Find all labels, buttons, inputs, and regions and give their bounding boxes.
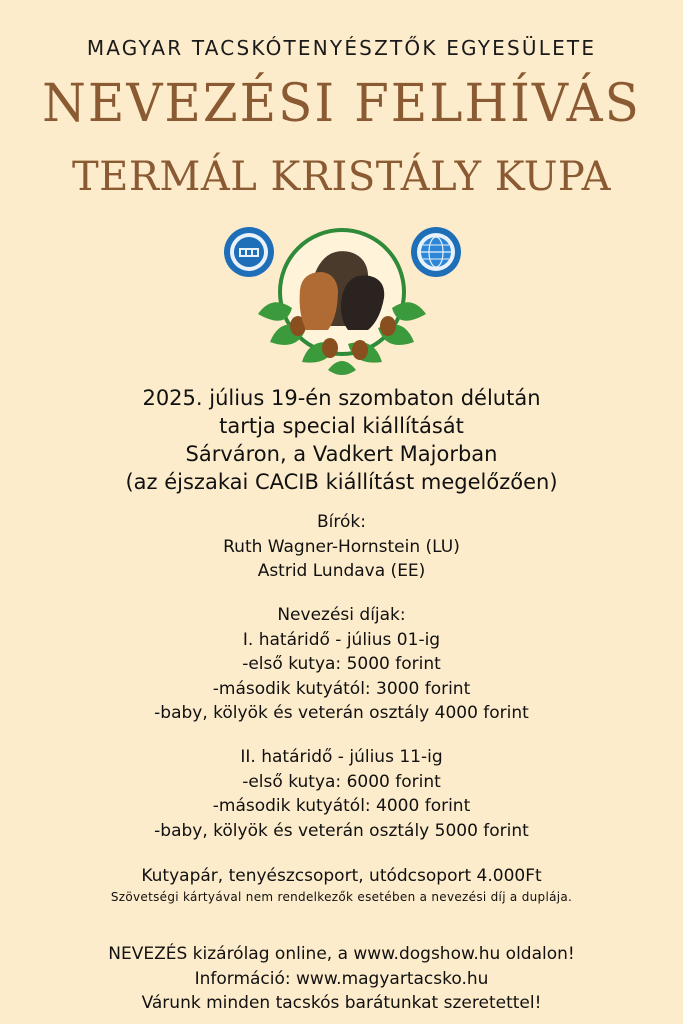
- deadline-title: I. határidő - július 01-ig: [242, 629, 441, 650]
- registration-line: NEVEZÉS kizárólag online, a www.dogshow.hu oldalon!: [108, 944, 575, 964]
- event-note-line: (az éjszakai CACIB kiállítást megelőzően): [125, 470, 558, 494]
- welcome-line: Várunk minden tacskós barátunkat szeretettel!: [141, 993, 542, 1013]
- fee-line: -második kutyától: 4000 forint: [212, 796, 471, 816]
- fee-line: -baby, kölyök és veterán osztály 5000 forint: [154, 820, 529, 841]
- event-name: TERMÁL KRISTÁLY KUPA: [71, 154, 612, 200]
- event-location-line: Sárváron, a Vadkert Majorban: [185, 442, 498, 466]
- fee-line: -első kutya: 6000 forint: [242, 771, 441, 792]
- organization-name: MAGYAR TACSKÓTENYÉSZTŐK EGYESÜLETE: [86, 36, 597, 60]
- fees-second-deadline: [0, 745, 683, 843]
- fee-line: -első kutya: 5000 forint: [242, 654, 441, 674]
- fee-line: -második kutyától: 3000 forint: [212, 678, 471, 699]
- dachshund-emblem-icon: [250, 222, 434, 378]
- judge-name: Astrid Lundava (EE): [257, 561, 426, 581]
- federation-card-note: Szövetségi kártyával nem rendelkezők esetében a nevezési díj a duplája.: [110, 890, 573, 904]
- footer-info: [0, 942, 683, 1016]
- fees-heading: Nevezési díjak:: [277, 605, 406, 625]
- information-line: Információ: www.magyartacsko.hu: [194, 968, 489, 989]
- deadline-title: II. határidő - július 11-ig: [240, 747, 443, 767]
- group-fee: Kutyapár, tenyészcsoport, utódcsoport 4.000Ft: [141, 866, 542, 886]
- judge-name: Ruth Wagner-Hornstein (LU): [223, 536, 460, 557]
- event-description-line: tartja special kiállítását: [219, 414, 464, 438]
- event-date-line: 2025. július 19-én szombaton délután: [142, 386, 541, 410]
- event-details: [0, 384, 683, 496]
- judges-heading: Bírók:: [317, 512, 366, 532]
- page-title: NEVEZÉSI FELHÍVÁS: [42, 72, 641, 134]
- judges-section: [0, 510, 683, 584]
- fees-first-deadline: [0, 603, 683, 726]
- fee-line: -baby, kölyök és veterán osztály 4000 forint: [154, 703, 529, 723]
